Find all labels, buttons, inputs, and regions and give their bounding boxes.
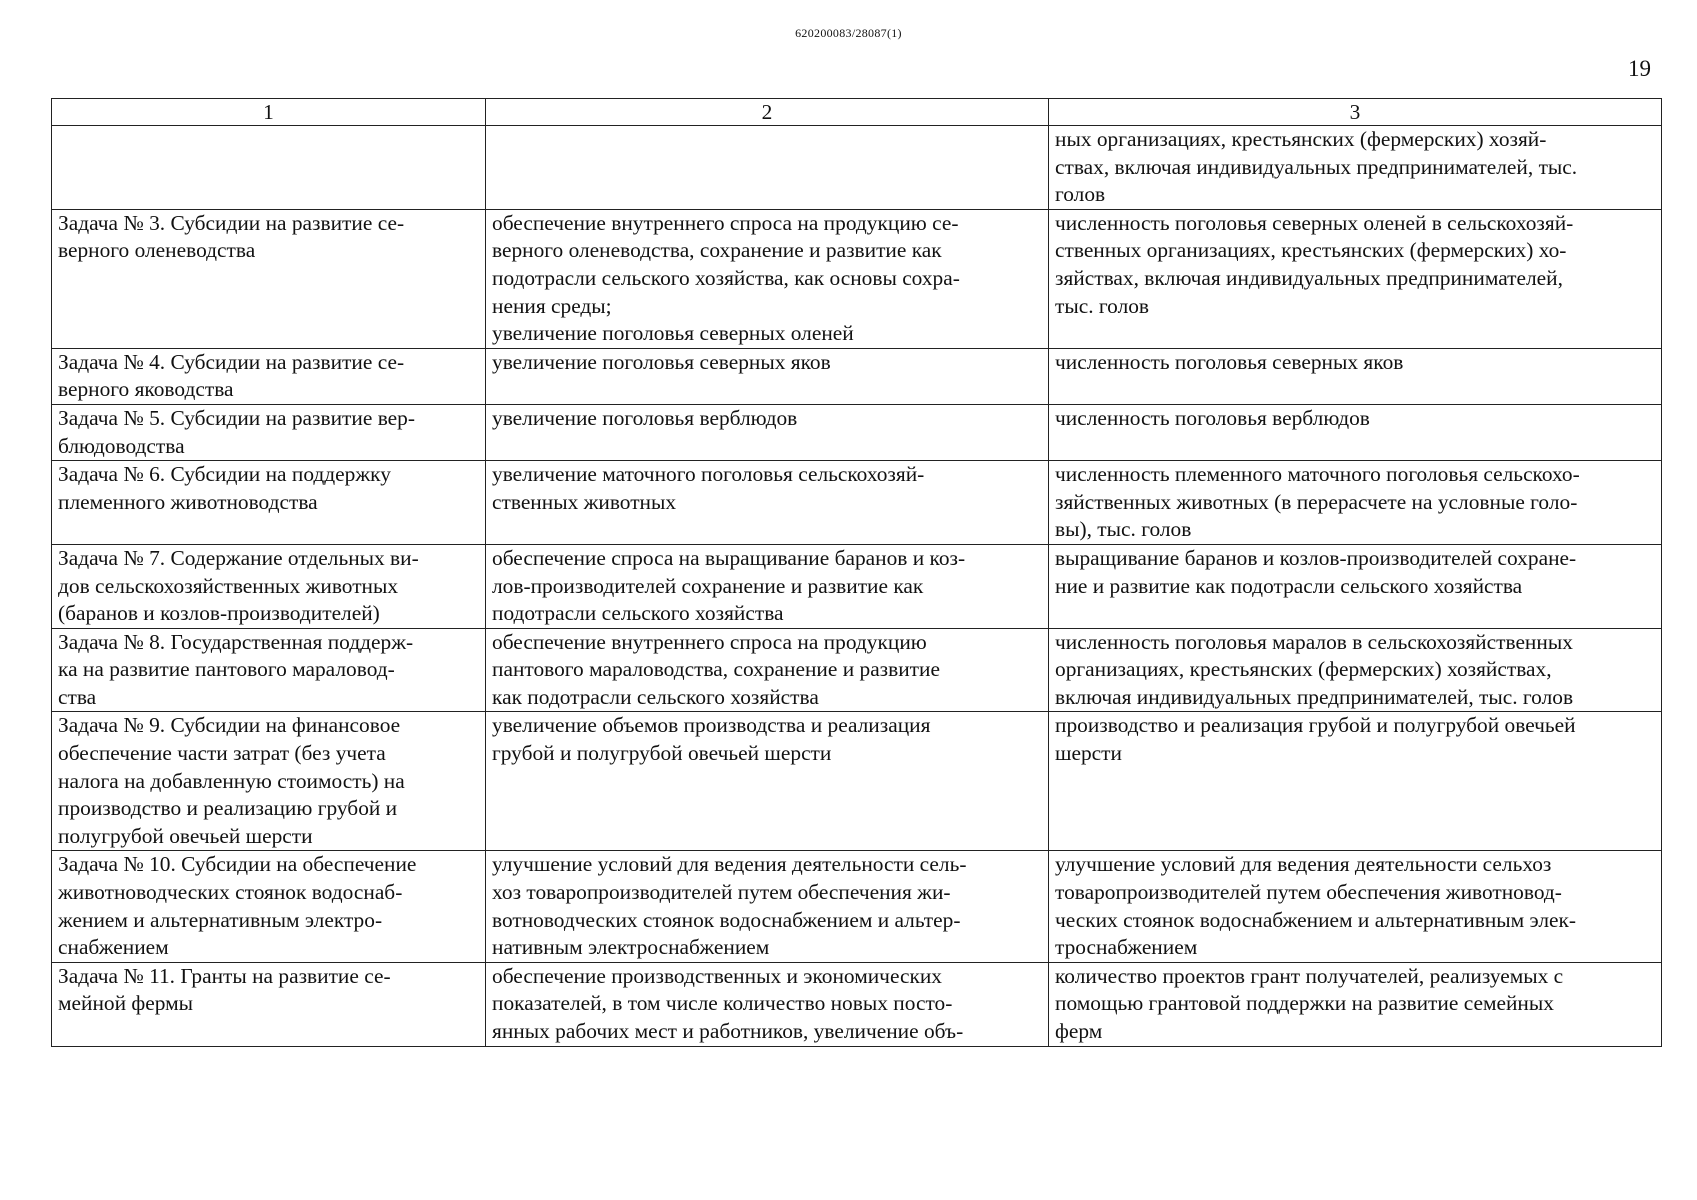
- cell-text-line: верного оленеводства: [58, 238, 256, 263]
- cell-text-line: производство и реализация грубой и полугрубой овечьей: [1055, 713, 1576, 738]
- cell-text-line: шерсти: [1055, 741, 1122, 766]
- cell-text-line: численность поголовья маралов в сельскохозяйственных: [1055, 629, 1573, 654]
- table-row: [52, 348, 1662, 404]
- cell-text-line: ческих стоянок водоснабжением и альтернативным элек-: [1055, 907, 1577, 932]
- cell-text-line: подотрасли сельского хозяйства, как основы сохра-: [492, 265, 960, 290]
- cell-text-line: численность поголовья верблюдов: [1055, 405, 1370, 430]
- cell-text-line: подотрасли сельского хозяйства: [492, 601, 784, 626]
- table-row: [52, 962, 1662, 1046]
- cell-text-line: ферм: [1055, 1019, 1103, 1043]
- document-id: 620200083/28087(1): [795, 26, 902, 40]
- goal-cell: [486, 544, 1049, 628]
- table-row: [52, 544, 1662, 628]
- cell-text-line: троснабжением: [1055, 935, 1198, 960]
- cell-text-line: грубой и полугрубой овечьей шерсти: [492, 741, 832, 766]
- cell-text-line: верного оленеводства, сохранение и развитие как: [492, 238, 942, 263]
- table-row: [52, 209, 1662, 348]
- cell-text-line: Задача № 9. Субсидии на финансовое: [58, 713, 401, 738]
- cell-text-line: обеспечение спроса на выращивание баранов и коз-: [492, 545, 966, 570]
- cell-text-line: ственных животных: [492, 489, 677, 514]
- goal-cell: [486, 962, 1049, 1046]
- table-row: [52, 851, 1662, 962]
- column-header-2: 2: [486, 99, 1049, 126]
- cell-text-line: вотноводческих стоянок водоснабжением и альтер-: [492, 907, 961, 932]
- cell-text-line: нения среды;: [492, 293, 612, 318]
- goal-cell: [486, 209, 1049, 348]
- cell-text-line: численность поголовья северных яков: [1055, 349, 1404, 374]
- cell-text-line: улучшение условий для ведения деятельности сельхоз: [1055, 852, 1552, 877]
- indicator-cell: [1049, 712, 1662, 851]
- cell-text-line: помощью грантовой поддержки на развитие семейных: [1055, 991, 1554, 1016]
- cell-text-line: ствах, включая индивидуальных предпринимателей, тыс.: [1055, 154, 1578, 179]
- task-cell: [52, 461, 486, 545]
- cell-text-line: Задача № 6. Субсидии на поддержку: [58, 462, 391, 487]
- cell-text-line: обеспечение части затрат (без учета: [58, 741, 386, 766]
- cell-text-line: производство и реализацию грубой и: [58, 796, 398, 821]
- page-number: 19: [1628, 56, 1651, 81]
- cell-text-line: верного яководства: [58, 377, 234, 402]
- task-cell: [52, 712, 486, 851]
- goal-cell: [486, 348, 1049, 404]
- cell-text-line: полугрубой овечьей шерсти: [58, 823, 313, 848]
- goal-cell: [486, 126, 1049, 210]
- cell-text-line: голов: [1055, 182, 1106, 207]
- indicator-cell: [1049, 404, 1662, 460]
- cell-text-line: увеличение поголовья северных оленей: [492, 321, 854, 346]
- cell-text-line: численность поголовья северных оленей в сельскохозяй-: [1055, 210, 1574, 235]
- indicator-cell: [1049, 628, 1662, 712]
- cell-text-line: пантового мараловодства, сохранение и развитие: [492, 657, 940, 682]
- cell-text-line: налога на добавленную стоимость) на: [58, 768, 405, 793]
- cell-text-line: Задача № 7. Содержание отдельных ви-: [58, 545, 419, 570]
- column-header-1: 1: [52, 99, 486, 126]
- task-cell: [52, 962, 486, 1046]
- indicator-cell: [1049, 126, 1662, 210]
- table-row: [52, 404, 1662, 460]
- table-body: [52, 126, 1662, 1047]
- cell-text-line: увеличение объемов производства и реализация: [492, 713, 931, 738]
- cell-text-line: увеличение поголовья верблюдов: [492, 405, 798, 430]
- indicator-cell: [1049, 962, 1662, 1046]
- task-cell: [52, 126, 486, 210]
- cell-text-line: жением и альтернативным электро-: [58, 907, 383, 932]
- cell-text-line: (баранов и козлов-производителей): [58, 601, 380, 626]
- goal-cell: [486, 404, 1049, 460]
- cell-text-line: показателей, в том числе количество новых посто-: [492, 991, 953, 1016]
- cell-text-line: мейной фермы: [58, 991, 194, 1016]
- cell-text-line: Задача № 5. Субсидии на развитие вер-: [58, 405, 415, 430]
- cell-text-line: выращивание баранов и козлов-производителей сохране-: [1055, 545, 1577, 570]
- table-row: [52, 126, 1662, 210]
- cell-text-line: тыс. голов: [1055, 293, 1150, 318]
- cell-text-line: дов сельскохозяйственных животных: [58, 573, 399, 598]
- cell-text-line: ственных организациях, крестьянских (фермерских) хо-: [1055, 238, 1567, 263]
- cell-text-line: Задача № 4. Субсидии на развитие се-: [58, 349, 405, 374]
- cell-text-line: обеспечение внутреннего спроса на продукцию: [492, 629, 927, 654]
- task-cell: [52, 628, 486, 712]
- task-cell: [52, 544, 486, 628]
- cell-text-line: включая индивидуальных предпринимателей, тыс. голов: [1055, 684, 1574, 709]
- column-header-3: 3: [1049, 99, 1662, 126]
- cell-text-line: зяйствах, включая индивидуальных предпринимателей,: [1055, 265, 1563, 290]
- cell-text-line: Задача № 11. Гранты на развитие се-: [58, 963, 391, 988]
- cell-text-line: животноводческих стоянок водоснаб-: [58, 880, 403, 905]
- table-header: [52, 99, 1662, 126]
- table-row: [52, 712, 1662, 851]
- cell-text-line: ства: [58, 684, 97, 709]
- cell-text-line: ние и развитие как подотрасли сельского хозяйства: [1055, 573, 1523, 598]
- cell-text-line: как подотрасли сельского хозяйства: [492, 684, 819, 709]
- cell-text-line: вы), тыс. голов: [1055, 517, 1192, 542]
- table-header-row: [52, 99, 1662, 126]
- cell-text-line: янных рабочих мест и работников, увеличение объ-: [492, 1019, 964, 1043]
- task-cell: [52, 404, 486, 460]
- cell-text-line: увеличение поголовья северных яков: [492, 349, 831, 374]
- cell-text-line: Задача № 10. Субсидии на обеспечение: [58, 852, 417, 877]
- cell-text-line: улучшение условий для ведения деятельности сель-: [492, 852, 967, 877]
- cell-text-line: нативным электроснабжением: [492, 935, 770, 960]
- task-cell: [52, 348, 486, 404]
- cell-text-line: увеличение маточного поголовья сельскохозяй-: [492, 462, 925, 487]
- goal-cell: [486, 461, 1049, 545]
- tasks-table: [51, 98, 1662, 1047]
- task-cell: [52, 851, 486, 962]
- cell-text-line: лов-производителей сохранение и развитие как: [492, 573, 924, 598]
- cell-text-line: организациях, крестьянских (фермерских) хозяйствах,: [1055, 657, 1552, 682]
- indicator-cell: [1049, 348, 1662, 404]
- cell-text-line: блюдоводства: [58, 433, 185, 458]
- cell-text-line: снабжением: [58, 935, 169, 960]
- indicator-cell: [1049, 461, 1662, 545]
- cell-text-line: Задача № 8. Государственная поддерж-: [58, 629, 414, 654]
- cell-text-line: ных организациях, крестьянских (фермерских) хозяй-: [1055, 127, 1547, 151]
- cell-text-line: зяйственных животных (в перерасчете на условные голо-: [1055, 489, 1578, 514]
- cell-text-line: численность племенного маточного поголовья сельскохо-: [1055, 462, 1580, 487]
- cell-text-line: хоз товаропроизводителей путем обеспечения жи-: [492, 880, 951, 905]
- indicator-cell: [1049, 544, 1662, 628]
- cell-text-line: обеспечение внутреннего спроса на продукцию се-: [492, 210, 959, 235]
- goal-cell: [486, 851, 1049, 962]
- table-row: [52, 461, 1662, 545]
- task-cell: [52, 209, 486, 348]
- cell-text-line: племенного животноводства: [58, 489, 318, 514]
- cell-text-line: количество проектов грант получателей, реализуемых с: [1055, 963, 1564, 988]
- cell-text-line: товаропроизводителей путем обеспечения животновод-: [1055, 880, 1562, 905]
- cell-text-line: ка на развитие пантового мараловод-: [58, 657, 395, 682]
- goal-cell: [486, 712, 1049, 851]
- cell-text-line: Задача № 3. Субсидии на развитие се-: [58, 210, 405, 235]
- cell-text-line: обеспечение производственных и экономических: [492, 963, 942, 988]
- indicator-cell: [1049, 209, 1662, 348]
- table-row: [52, 628, 1662, 712]
- indicator-cell: [1049, 851, 1662, 962]
- goal-cell: [486, 628, 1049, 712]
